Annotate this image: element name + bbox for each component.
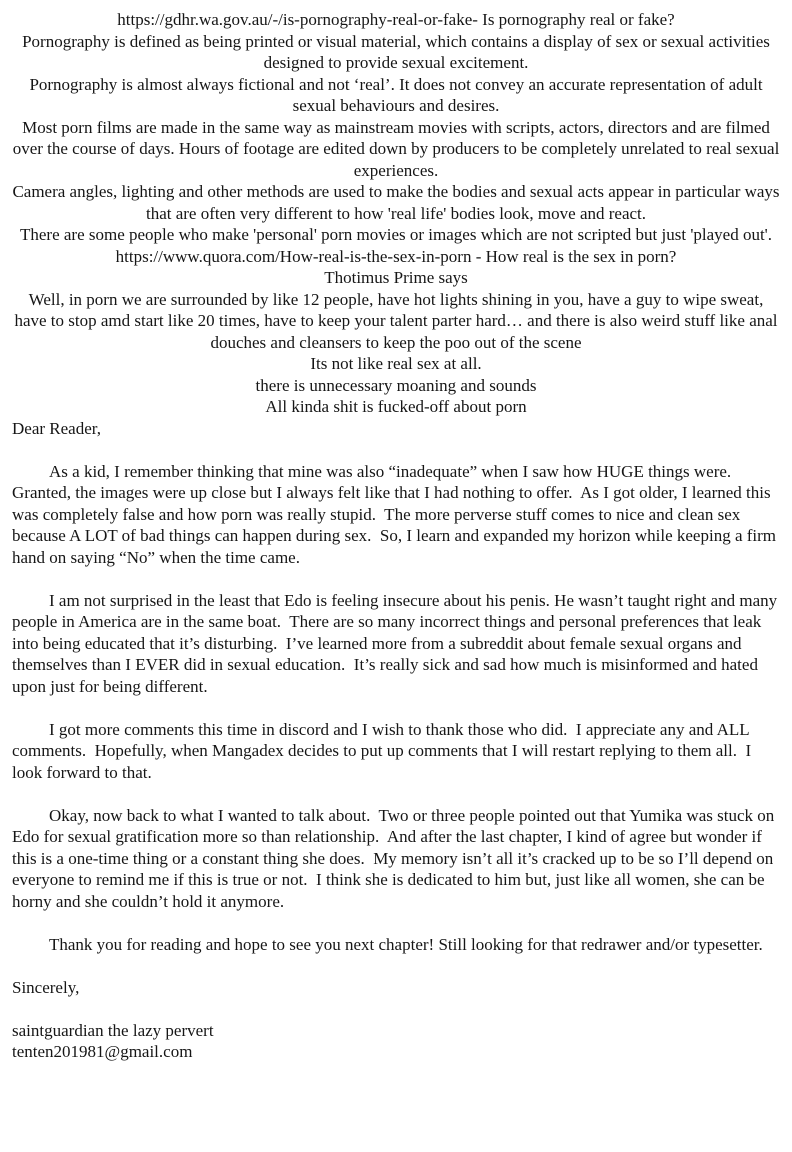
letter-paragraph-1: As a kid, I remember thinking that mine was also “inadequate” when I saw how HUGE things were. Granted, the images were up close but I always felt like that I had nothing to offer. As I got older, I learned this was completely false and how porn was really stupid. The more perverse stuff comes to nice and clean sex because A LOT of bad things can happen during sex. So, I learn and expanded my horizon while keeping a firm hand on saying “No” when the time came. xyxy=(12,461,781,567)
letter-paragraph-2: I am not surprised in the least that Edo is feeling insecure about his penis. He wasn’t taught right and many people in America are in the same boat. There are so many incorrect things and personal preferences that leak into being educated that it’s disturbing. I’ve learned more from a subreddit about female sexual organs and themselves than I EVER did in sexual education. It’s really sick and sad how much is misinformed and hated upon just for being different. xyxy=(12,590,782,696)
signature-name: saintguardian the lazy pervert xyxy=(12,1020,214,1040)
quote-attribution-thotimus-prime: Thotimus Prime says xyxy=(324,268,468,287)
letter-paragraph-5: Thank you for reading and hope to see you next chapter! Still looking for that redrawer and/or typesetter. xyxy=(49,934,763,954)
quote-unnecessary-moaning: there is unnecessary moaning and sounds xyxy=(255,375,537,395)
signature-email: tenten201981@gmail.com xyxy=(12,1042,193,1061)
letter-section xyxy=(12,418,780,1063)
letter-salutation: Dear Reader, xyxy=(12,418,101,438)
quora-source-url-line: https://www.quora.com/How-real-is-the-sex-in-porn - How real is the sex in porn? xyxy=(115,246,677,266)
quote-camera-angles: Camera angles, lighting and other methods are used to make the bodies and sexual acts appear in particular ways that are often very different to how 'real life' bodies look, move and react. xyxy=(12,182,784,223)
letter-paragraph-4: Okay, now back to what I wanted to talk about. Two or three people pointed out that Yumika was stuck on Edo for sexual gratification more so than relationship. And after the last chapter, I kind of agree but wonder if this is a one-time thing or a constant thing she does. My memory isn’t all it’s cracked up to be so I’ll depend on everyone to remind me if this is true or not. I think she is dedicated to him but, just like all women, she can be horny and she couldn’t hold it anymore. xyxy=(12,805,779,911)
gdhr-source-url-line: https://gdhr.wa.gov.au/-/is-pornography-real-or-fake- Is pornography real or fake? xyxy=(117,10,675,29)
quote-not-like-real-sex: Its not like real sex at all. xyxy=(310,354,482,373)
quote-all-kinda: All kinda shit is fucked-off about porn xyxy=(265,397,527,416)
quote-pornography-fictional: Pornography is almost always fictional and not ‘real’. It does not convey an accurate representation of adult sexual behaviours and desires. xyxy=(29,74,767,115)
quote-pornography-definition: Pornography is defined as being printed or visual material, which contains a display of sex or sexual activities designed to provide sexual excitement. xyxy=(22,31,775,72)
quote-personal-porn: There are some people who make 'personal' porn movies or images which are not scripted but just 'played out'. xyxy=(19,225,772,244)
quote-thotimus-answer: Well, in porn we are surrounded by like 12 people, have hot lights shining in you, have a guy to wipe sweat, have to stop amd start like 20 times, have to keep your talent parter hard… and there is also weird stuff like anal douches and cleansers to keep the poo out of the scene xyxy=(14,289,782,352)
quoted-sources-block xyxy=(12,9,784,418)
letter-paragraph-3: I got more comments this time in discord and I wish to thank those who did. I appreciate any and ALL comments. Hopefully, when Mangadex decides to put up comments that I will restart replying to them all. I look forward to that. xyxy=(12,719,756,782)
quote-porn-film-production: Most porn films are made in the same way as mainstream movies with scripts, actors, directors and are filmed over the course of days. Hours of footage are edited down by producers to be completely unrelated to real sexual experiences. xyxy=(12,117,784,180)
letter-closing: Sincerely, xyxy=(12,977,80,997)
